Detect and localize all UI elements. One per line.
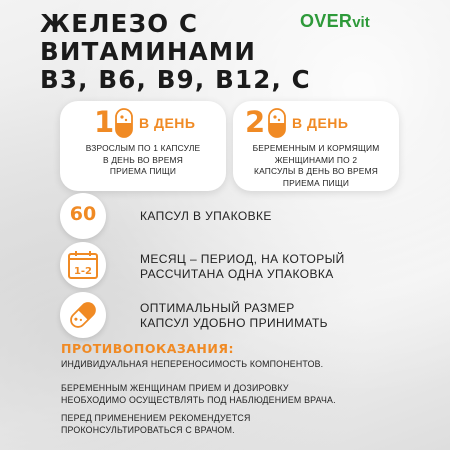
capsule-count-badge xyxy=(60,193,106,239)
contraindications-paragraph xyxy=(61,382,336,406)
dosage-line: КАПСУЛЫ В ДЕНЬ ВО ВРЕМЯ xyxy=(253,166,378,176)
contraindications-line: ИНДИВИДУАЛЬНАЯ НЕПЕРЕНОСИМОСТЬ КОМПОНЕНТОВ. xyxy=(61,359,324,369)
dosage-description xyxy=(64,143,222,178)
dosage-line: В ДЕНЬ ВО ВРЕМЯ xyxy=(103,154,183,165)
title-line: ВИТАМИНАМИ xyxy=(40,37,257,66)
title-line: B3, B6, B9, B12, C xyxy=(40,65,311,94)
contraindications-line: ПРОКОНСУЛЬТИРОВАТЬСЯ С ВРАЧОМ. xyxy=(61,425,235,435)
dosage-number: 1 xyxy=(94,105,115,139)
brand-logo-part2: vit xyxy=(352,14,370,31)
per-day-label: В ДЕНЬ xyxy=(292,115,349,131)
dosage-description xyxy=(237,143,395,189)
capsule-count-text xyxy=(140,209,272,224)
contraindications-line: ПЕРЕД ПРИМЕНЕНИЕМ РЕКОМЕНДУЕТСЯ xyxy=(61,413,251,423)
capsule-icon xyxy=(266,108,288,138)
calendar-badge-text: 1-2 xyxy=(73,266,93,277)
feature-line: РАССЧИТАНА ОДНА УПАКОВКА xyxy=(140,267,334,281)
dosage-number: 2 xyxy=(245,105,266,139)
contraindications-title: ПРОТИВОПОКАЗАНИЯ: xyxy=(61,341,234,356)
dosage-line: ВЗРОСЛЫМ ПО 1 КАПСУЛЕ xyxy=(85,143,201,153)
capsule-count-value: 60 xyxy=(69,203,97,225)
dosage-card-header xyxy=(233,107,399,137)
dosage-card-adults xyxy=(60,101,226,191)
feature-line: КАПСУЛ В УПАКОВКЕ xyxy=(140,209,272,223)
contraindications-paragraph xyxy=(61,412,251,436)
feature-line: ОПТИМАЛЬНЫЙ РАЗМЕР xyxy=(140,301,295,315)
dosage-line: БЕРЕМЕННЫМ И КОРМЯЩИМ xyxy=(252,143,380,153)
contraindications-line: НЕОБХОДИМО ОСУЩЕСТВЛЯТЬ ПОД НАБЛЮДЕНИЕМ ВРАЧА. xyxy=(61,395,336,405)
dosage-card-header xyxy=(60,107,226,137)
brand-logo xyxy=(300,11,370,32)
feature-line: КАПСУЛ УДОБНО ПРИНИМАТЬ xyxy=(140,316,328,330)
duration-text xyxy=(140,252,345,282)
duration-badge xyxy=(60,242,106,288)
contraindications-paragraph xyxy=(61,358,323,370)
dosage-line: ПРИЕМА ПИЩИ xyxy=(282,177,350,188)
capsule-icon xyxy=(60,292,106,338)
feature-line: МЕСЯЦ – ПЕРИОД, НА КОТОРЫЙ xyxy=(140,252,345,266)
contraindications-line: БЕРЕМЕННЫМ ЖЕНЩИНАМ ПРИЕМ И ДОЗИРОВКУ xyxy=(61,383,289,393)
capsule-size-badge xyxy=(60,292,106,338)
dosage-line: ПРИЕМА ПИЩИ xyxy=(109,166,177,176)
calendar-icon xyxy=(60,242,106,288)
capsule-size-text xyxy=(140,301,328,331)
brand-logo-part1: OVER xyxy=(300,11,353,31)
product-title xyxy=(40,10,340,94)
dosage-card-pregnant xyxy=(233,101,399,191)
per-day-label: В ДЕНЬ xyxy=(139,115,196,131)
dosage-line: ЖЕНЩИНАМИ ПО 2 xyxy=(274,154,358,165)
capsule-icon xyxy=(113,108,135,138)
title-line: ЖЕЛЕЗО С xyxy=(40,9,199,38)
